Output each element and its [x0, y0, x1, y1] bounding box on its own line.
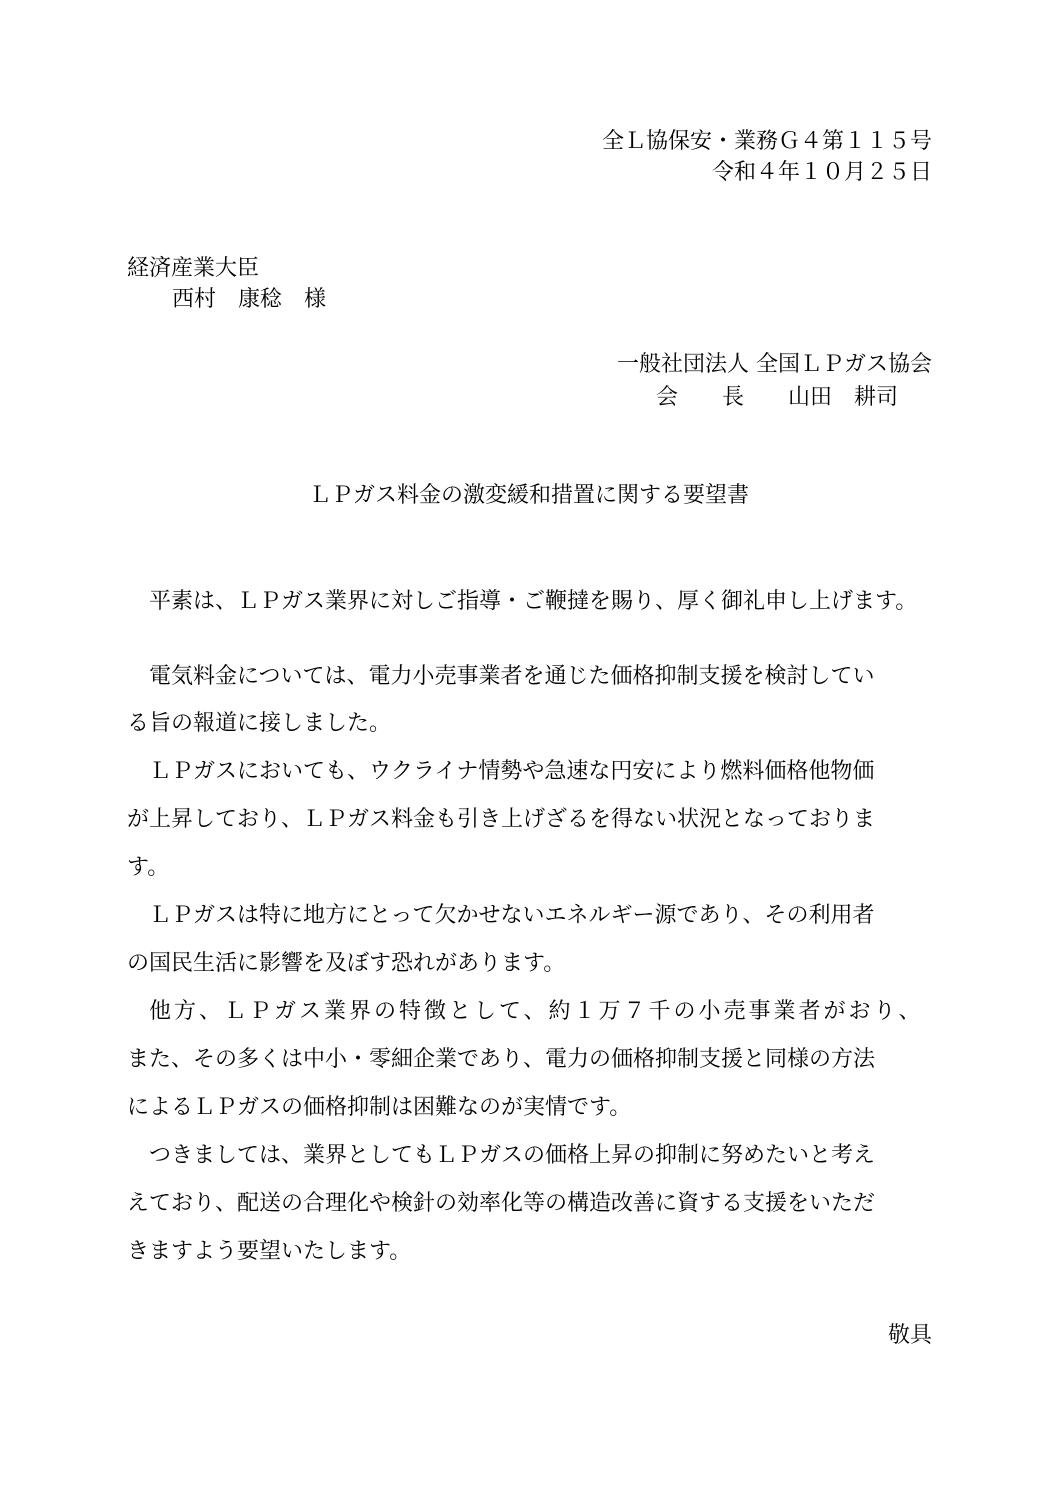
body-line: の国民生活に影響を及ぼす恐れがあります。 — [127, 951, 566, 976]
body-line: えており、配送の合理化や検針の効率化等の構造改善に資する支援をいただ — [127, 1191, 876, 1216]
body-line: る旨の報道に接しました。 — [127, 711, 392, 736]
recipient-title: 経済産業大臣 — [127, 256, 260, 281]
body-line: また、その多くは中小・零細企業であり、電力の価格抑制支援と同様の方法 — [127, 1047, 876, 1072]
body-line: 他方、ＬＰガス業界の特徴として、約１万７千の小売事業者がおり、 — [149, 999, 924, 1024]
body-line: ＬＰガスにおいても、ウクライナ情勢や急速な円安により燃料価格他物価 — [149, 759, 875, 784]
body-line: 電気料金については、電力小売事業者を通じた価格抑制支援を検討してい — [149, 664, 875, 689]
body-line: 平素は、ＬＰガス業界に対しご指導・ご鞭撻を賜り、厚く御礼申し上げます。 — [149, 589, 918, 614]
body-line: によるＬＰガスの価格抑制は困難なのが実情です。 — [127, 1095, 632, 1120]
body-line: す。 — [127, 855, 170, 880]
body-line: つきましては、業界としてもＬＰガスの価格上昇の抑制に努めたいと考え — [149, 1143, 876, 1168]
body-line: ＬＰガスは特に地方にとって欠かせないエネルギー源であり、その利用者 — [149, 903, 875, 928]
document-date: 令和４年１０月２５日 — [711, 160, 932, 185]
sender-organization: 一般社団法人 全国ＬＰガス協会 — [617, 352, 932, 377]
recipient-name: 西村 康稔 様 — [172, 287, 327, 312]
body-line: きますよう要望いたします。 — [127, 1239, 412, 1264]
body-line: が上昇しており、ＬＰガス料金も引き上げざるを得ない状況となっておりま — [127, 807, 876, 832]
document-subject: ＬＰガス料金の激変緩和措置に関する要望書 — [308, 483, 749, 508]
document-number: 全Ｌ協保安・業務Ｇ４第１１５号 — [601, 129, 932, 154]
sender-representative: 会 長 山田 耕司 — [656, 385, 899, 410]
closing-phrase: 敬具 — [887, 1323, 932, 1348]
